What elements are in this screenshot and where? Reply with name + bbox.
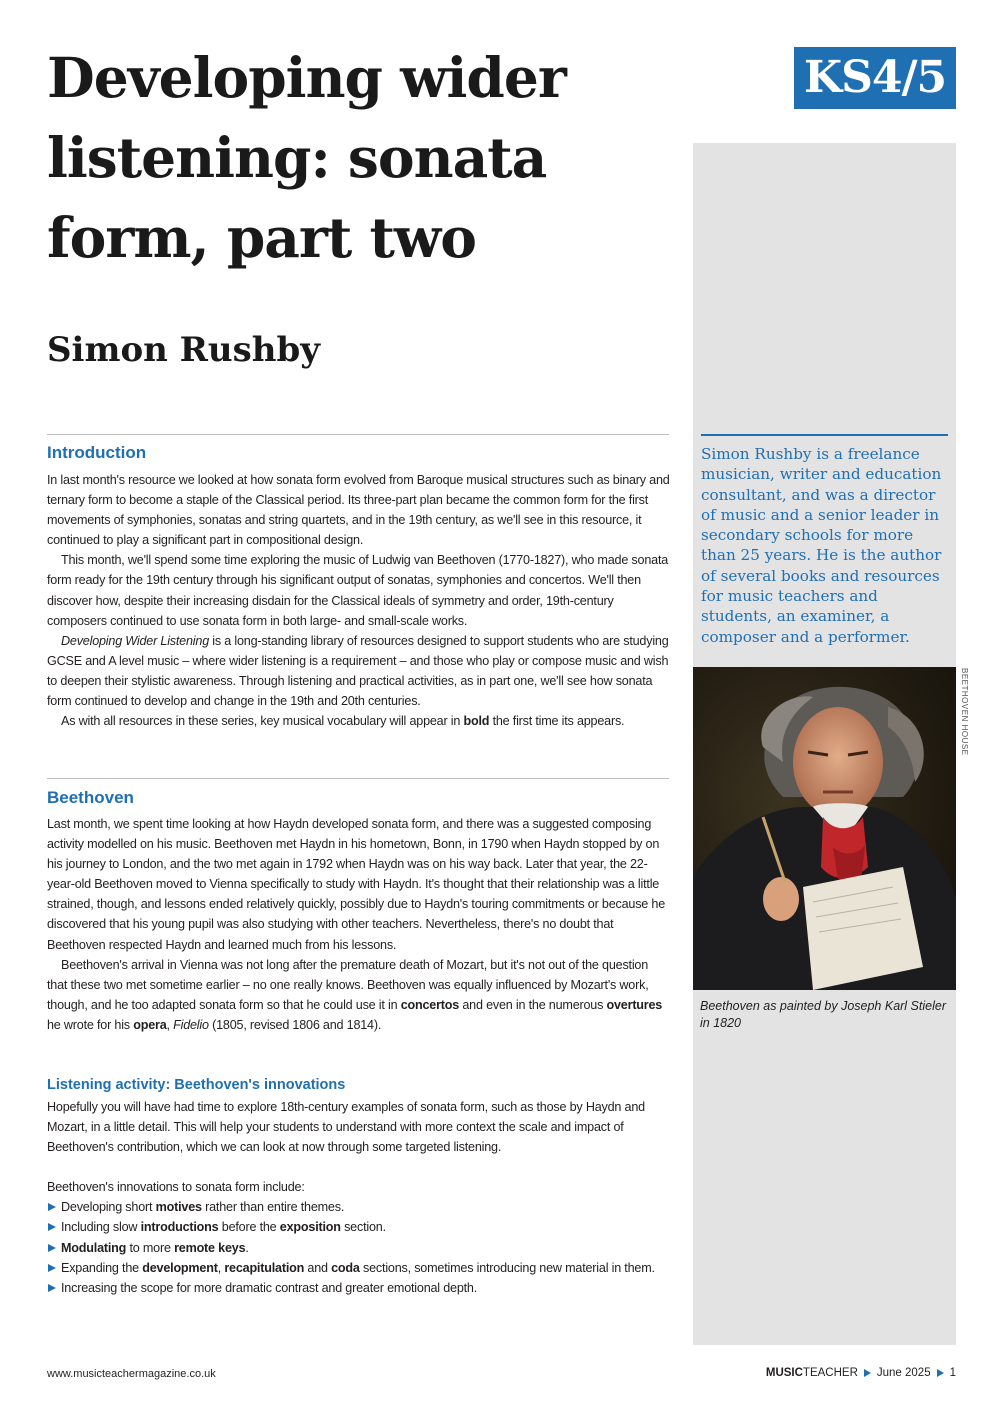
beethoven-paragraph-2	[47, 955, 671, 1035]
li4-d: recapitulation	[224, 1260, 305, 1275]
intro-paragraph-1: In last month's resource we looked at how sonata form evolved from Baroque musical structures such as binary and ternary form to become a staple of the Classical period. Its three-part plan became the common form for the first movements of symphonies, sonatas and string quartets, and in the 19th century, as we'll see in this resource, it continued to play a significant part in compositional design.	[47, 473, 670, 548]
issue-date: June 2025	[876, 1367, 931, 1379]
list-item	[47, 1238, 671, 1258]
b-p2-a: Beethoven's arrival in Vienna was not long after the premature death of Mozart, but it's not out of the question that these two met sometime earlier – no one really knows. Beethoven was equally influenced by Mozart's work, though, and he too adapted sonata form so that he could use it in	[47, 957, 649, 1012]
listening-body	[47, 1097, 671, 1298]
li1-a: Developing short	[61, 1200, 156, 1215]
b-p2-i: (1805, revised 1806 and 1814).	[208, 1017, 382, 1032]
li4-c: ,	[217, 1260, 225, 1275]
li2-e: section.	[340, 1220, 386, 1235]
intro-paragraph-3-text: is a long-standing library of resources designed to support students who are studying GCSE and A level music – where wider listening is a requirement – and those who play or compose music and wish to deepen their stylistic awareness. Through listening and practical activities, as in part one, we'll see how sonata form continued to develop and change in the 19th and 20th centuries.	[47, 633, 669, 709]
li2-c: before the	[218, 1220, 280, 1235]
b-p2-h: Fidelio	[173, 1017, 209, 1032]
li1-b: motives	[155, 1200, 202, 1215]
intro-paragraph-2: This month, we'll spend some time exploring the music of Ludwig van Beethoven (1770-1827), who made sonata form ready for the 19th century through his significant output of sonatas, symphonies and concertos. We'll then discover how, despite their increasing disdain for the Classical ideals of symmetry and order, 19th-century composers continued to use sonata form in both large- and small-scale works.	[47, 553, 669, 628]
intro-body	[47, 470, 671, 731]
b-p2-d: overtures	[606, 997, 663, 1012]
triangle-icon	[864, 1369, 871, 1377]
innovations-lead: Beethoven's innovations to sonata form include:	[47, 1180, 305, 1195]
brand-teacher: TEACHER	[802, 1367, 858, 1379]
li2-d: exposition	[279, 1220, 341, 1235]
li4-a: Expanding the	[61, 1260, 143, 1275]
section-divider	[47, 434, 669, 435]
list-item	[47, 1197, 671, 1217]
portrait-illustration	[693, 667, 956, 990]
brand-music: MUSIC	[765, 1367, 803, 1379]
image-caption: Beethoven as painted by Joseph Karl Stieler in 1820	[700, 999, 946, 1030]
b-p2-f: opera	[133, 1017, 167, 1032]
li4-e: and	[304, 1260, 332, 1275]
intro-paragraph-3	[47, 631, 671, 711]
list-item: Increasing the scope for more dramatic contrast and greater emotional depth.	[47, 1278, 671, 1298]
list-item	[47, 1217, 671, 1237]
li4-b: development	[142, 1260, 218, 1275]
page-number: 1	[949, 1367, 956, 1379]
magazine-name	[766, 1367, 858, 1379]
article-title: Developing wider listening: sonata form, part two	[47, 45, 566, 270]
innovations-list	[47, 1197, 671, 1297]
b-p2-c: and even in the numerous	[459, 997, 607, 1012]
b-p2-e: he wrote for his	[47, 1017, 134, 1032]
article-author: Simon Rushby	[47, 330, 321, 370]
footer-url: www.musicteachermagazine.co.uk	[47, 1368, 216, 1380]
b-p2-b: concertos	[400, 997, 460, 1012]
triangle-icon	[937, 1369, 944, 1377]
li2-a: Including slow	[61, 1220, 141, 1235]
intro-p4-text-a: As with all resources in these series, key musical vocabulary will appear in	[61, 714, 464, 729]
li3-a: Modulating	[61, 1240, 127, 1255]
beethoven-portrait	[693, 667, 956, 990]
list-item	[47, 1258, 671, 1278]
intro-paragraph-4	[47, 711, 671, 731]
intro-p4-text-c: the first time its appears.	[489, 714, 625, 729]
li4-g: sections, sometimes introducing new material in them.	[359, 1260, 655, 1275]
listening-heading: Listening activity: Beethoven's innovations	[47, 1077, 346, 1093]
intro-heading: Introduction	[47, 443, 147, 462]
li4-f: coda	[331, 1260, 360, 1275]
section-divider	[47, 778, 669, 779]
beethoven-heading: Beethoven	[47, 788, 134, 807]
b-p2-g: ,	[166, 1017, 174, 1032]
image-credit: BEETHOVEN HOUSE	[960, 668, 969, 756]
footer-brand	[766, 1367, 956, 1379]
author-bio: Simon Rushby is a freelance musician, writer and education consultant, and was a director of music and a senior leader in secondary schools for more than 25 years. He is the author of several books and resources for music teachers and students, an examiner, a composer and a performer.	[701, 434, 948, 647]
beethoven-paragraph-1: Last month, we spent time looking at how Haydn developed sonata form, and there was a suggested composing activity modelled on his music. Beethoven met Haydn in his hometown, Bonn, in 1790 when Haydn stopped by on his journey to London, and the two met again in 1792 when Haydn was on his way back. Later that year, the 22-year-old Beethoven moved to Vienna specifically to study with Haydn. It's thought that their relationship was a little strained, though, and lessons ended relatively quickly, possibly due to Haydn's touring commitments or because he discovered that his young pupil was also studying with other teachers. Nevertheless, there's no doubt that Beethoven respected Haydn and learned much from his lessons.	[47, 817, 666, 952]
li2-b: introductions	[140, 1220, 219, 1235]
series-name: Developing Wider Listening	[61, 633, 209, 648]
listening-paragraph: Hopefully you will have had time to explore 18th-century examples of sonata form, such as those by Haydn and Mozart, in a little detail. This will help your students to understand with more context the scale and impact of Beethoven's contribution, which we can look at now through some targeted listening.	[47, 1100, 645, 1155]
li3-d: .	[245, 1240, 249, 1255]
li1-c: rather than entire themes.	[201, 1200, 345, 1215]
beethoven-body	[47, 814, 671, 1035]
intro-p4-bold: bold	[463, 714, 490, 729]
key-stage-badge: KS4/5	[794, 47, 956, 109]
li3-c: remote keys	[174, 1240, 246, 1255]
li3-b: to more	[126, 1240, 175, 1255]
